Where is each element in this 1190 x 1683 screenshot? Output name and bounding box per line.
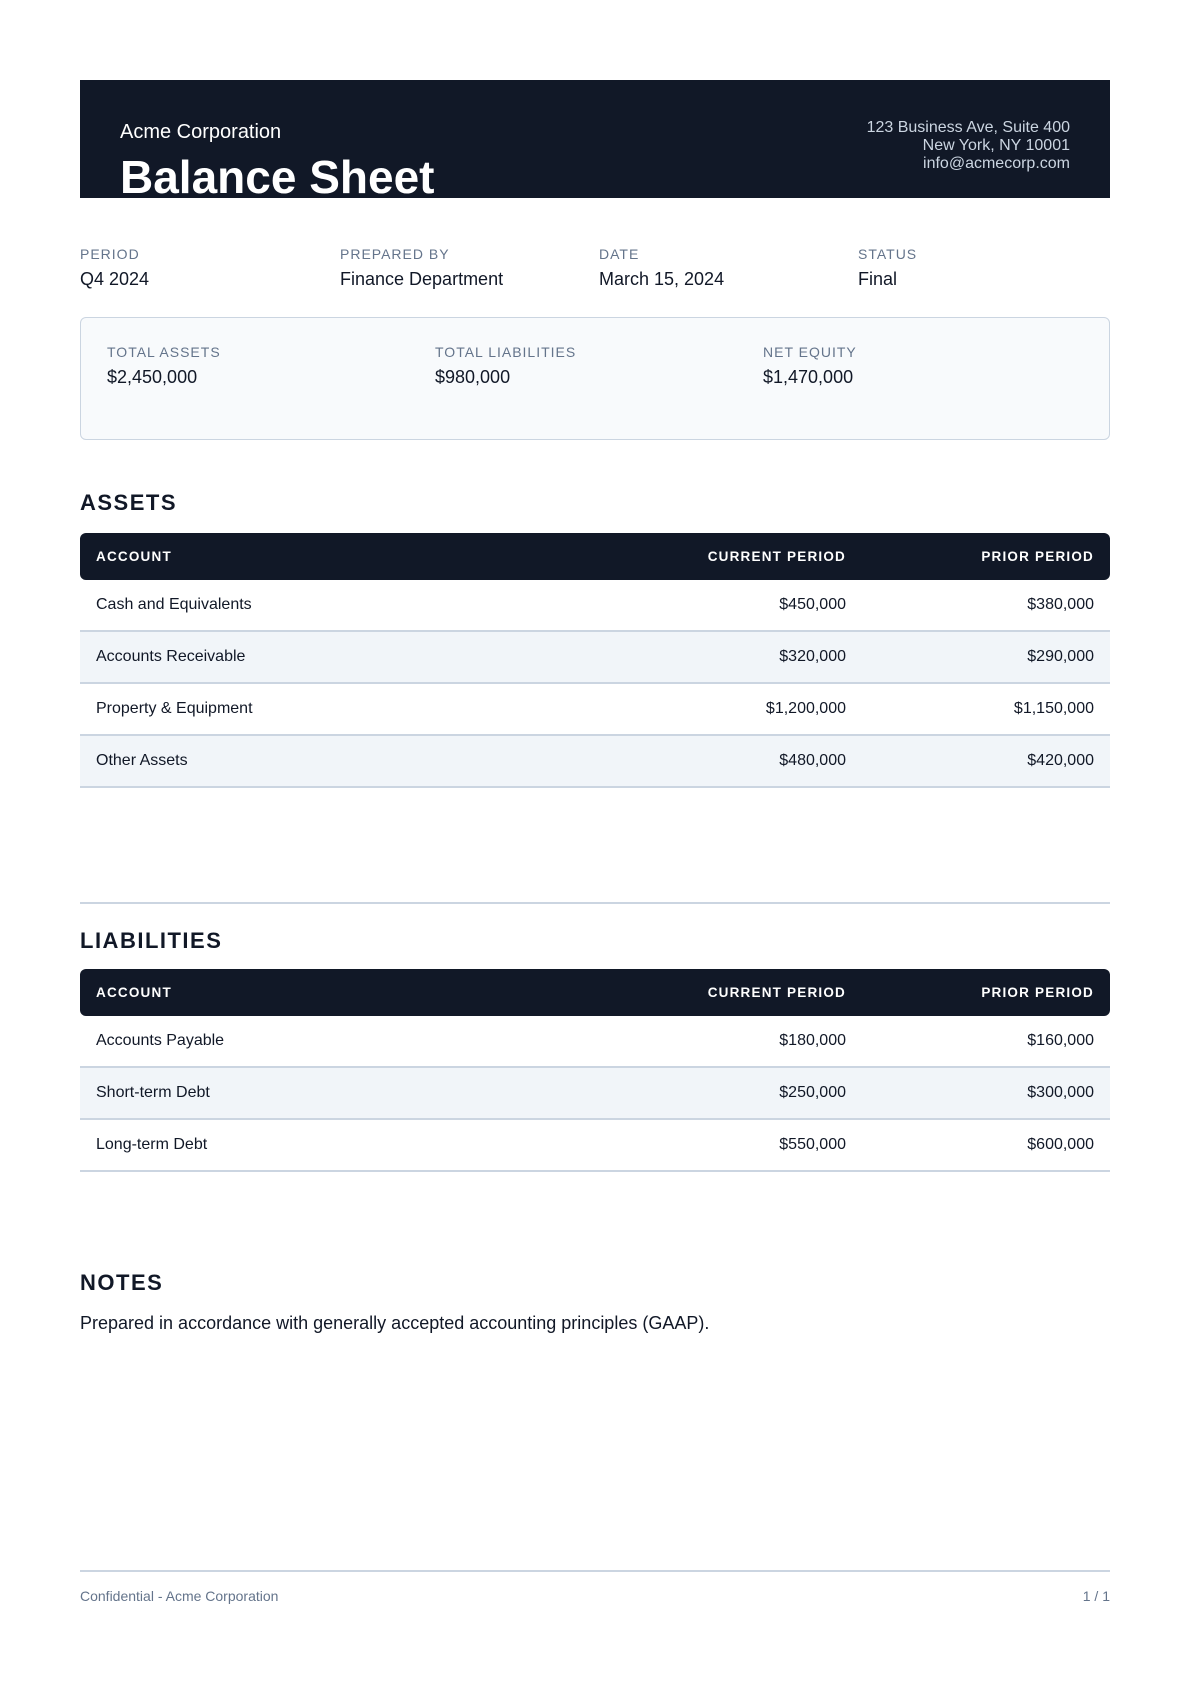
meta-value: Final [858,269,898,289]
column-header-account: ACCOUNT [96,985,172,1000]
prior-period-value: $380,000 [1027,596,1094,613]
meta-status [858,246,917,290]
liabilities-heading: LIABILITIES [80,928,223,953]
prior-period-value: $600,000 [1027,1136,1094,1153]
prior-period-value: $1,150,000 [1013,700,1094,717]
summary-label: TOTAL LIABILITIES [435,344,577,360]
meta-date [599,246,724,290]
address-line-1: 123 Business Ave, Suite 400 [866,119,1070,136]
meta-period [80,246,149,290]
contact-email: info@acmecorp.com [923,155,1070,172]
current-period-value: $1,200,000 [765,700,846,717]
assets-table [80,533,1110,788]
current-period-value: $450,000 [779,596,846,613]
summary-net-equity [763,344,857,388]
meta-prepared-by [340,246,503,290]
company-contact [867,119,1070,173]
account-name: Long-term Debt [96,1136,208,1153]
prior-period-value: $160,000 [1027,1032,1094,1049]
summary-label: TOTAL ASSETS [107,344,221,360]
account-name: Cash and Equivalents [96,596,252,613]
table-row [80,736,1110,788]
meta-label: DATE [599,246,640,262]
header-band [80,80,1110,198]
account-name: Property & Equipment [96,700,253,717]
summary-total-assets [107,344,221,388]
notes-text: Prepared in accordance with generally accepted accounting principles (GAAP). [80,1313,710,1333]
column-header-prior-period: PRIOR PERIOD [981,985,1094,1000]
current-period-value: $550,000 [779,1136,846,1153]
document-meta [80,246,1110,296]
footer-rule [80,1570,1110,1572]
current-period-value: $480,000 [779,752,846,769]
footer-confidential: Confidential - Acme Corporation [80,1588,279,1604]
account-name: Other Assets [96,752,188,769]
meta-label: PERIOD [80,246,140,262]
summary-total-liabilities [435,344,576,388]
table-row [80,684,1110,736]
notes-heading: NOTES [80,1270,164,1295]
meta-value: Q4 2024 [80,269,150,289]
account-name: Accounts Receivable [96,648,246,665]
table-row [80,1016,1110,1068]
summary-value: $1,470,000 [763,367,854,387]
prior-period-value: $300,000 [1027,1084,1094,1101]
liabilities-table [80,969,1110,1172]
account-name: Short-term Debt [96,1084,210,1101]
table-row [80,1068,1110,1120]
column-header-current-period: CURRENT PERIOD [707,549,846,564]
assets-table-header [80,533,1110,580]
account-name: Accounts Payable [96,1032,225,1049]
meta-value: March 15, 2024 [599,269,725,289]
current-period-value: $180,000 [779,1032,846,1049]
current-period-value: $250,000 [779,1084,846,1101]
company-name: Acme Corporation [120,121,282,143]
document-title: Balance Sheet [120,151,435,198]
table-row [80,1120,1110,1172]
column-header-account: ACCOUNT [96,549,172,564]
summary-box [80,317,1110,440]
column-header-current-period: CURRENT PERIOD [707,985,846,1000]
prior-period-value: $420,000 [1027,752,1094,769]
column-header-prior-period: PRIOR PERIOD [981,549,1094,564]
summary-value: $2,450,000 [107,367,198,387]
table-row [80,580,1110,632]
balance-sheet-page [80,80,1110,1604]
liabilities-table-header [80,969,1110,1016]
prior-period-value: $290,000 [1027,648,1094,665]
table-row [80,632,1110,684]
assets-heading: ASSETS [80,490,178,515]
summary-label: NET EQUITY [763,344,857,360]
meta-value: Finance Department [340,269,504,289]
current-period-value: $320,000 [779,648,846,665]
section-divider [80,902,1110,904]
meta-label: PREPARED BY [340,246,450,262]
footer-page-number: 1 / 1 [1082,1588,1110,1604]
summary-value: $980,000 [435,367,511,387]
meta-label: STATUS [858,246,918,262]
address-line-2: New York, NY 10001 [922,137,1070,154]
